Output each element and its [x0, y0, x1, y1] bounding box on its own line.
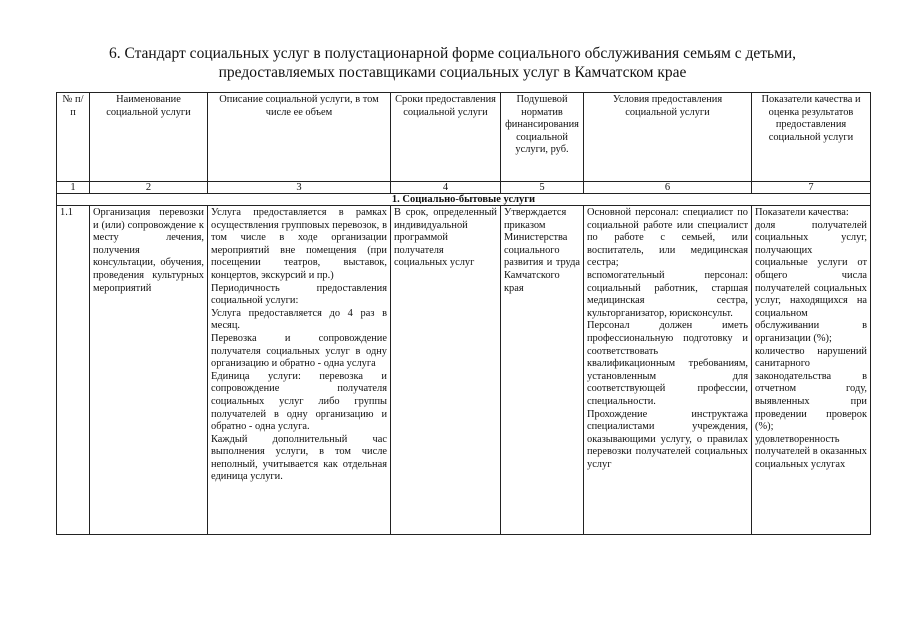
- header-conditions: Условия предоставления социальной услуги: [584, 93, 752, 182]
- column-number: 3: [208, 182, 391, 194]
- header-row: [57, 93, 871, 182]
- description-paragraph: Перевозка и сопровождение получателя социальных услуг в одну организацию и обратно - одна услуга: [211, 332, 387, 370]
- header-quality: Показатели качества и оценка результатов предоставления социальной услуги: [752, 93, 871, 182]
- column-number: 2: [90, 182, 208, 194]
- title-line-1: 6. Стандарт социальных услуг в полустационарной форме социального обслуживания семьям с детьми,: [108, 45, 797, 62]
- section-row: [57, 194, 871, 206]
- column-number-row: [57, 182, 871, 194]
- document-title: [40, 44, 865, 82]
- header-num: № п/п: [57, 93, 90, 182]
- service-norm: Утверждается приказом Министерства социального развития и труда Камчатского края: [501, 206, 584, 535]
- conditions-paragraph: Персонал должен иметь профессиональную подготовку и соответствовать квалификационным требованиям, установленным для соответствующей профессии, специальности.: [587, 320, 748, 407]
- header-description: Описание социальной услуги, в том числе ее объем: [208, 93, 391, 182]
- quality-paragraph: доля получателей социальных услуг, получающих социальные услуги от общего числа получателей социальных услуг, находящихся на социальном обслуживании в организации (%);: [755, 219, 867, 344]
- description-paragraph: Периодичность предоставления социальной услуги:: [211, 282, 387, 307]
- column-number: 5: [501, 182, 584, 194]
- service-terms: В срок, определенный индивидуальной программой получателя социальных услуг: [391, 206, 501, 535]
- service-name: Организация перевозки и (или) сопровождение к месту лечения, получения консультации, обучения, проведения культурных мероприятий: [90, 206, 208, 535]
- section-title: 1. Социально-бытовые услуги: [57, 194, 871, 206]
- column-number: 4: [391, 182, 501, 194]
- quality-paragraph: удовлетворенность получателей в оказанных социальных услугах: [755, 433, 867, 470]
- row-number: 1.1: [57, 206, 90, 535]
- service-quality: [752, 206, 871, 535]
- title-line-2: предоставляемых поставщиками социальных услуг в Камчатском крае: [218, 64, 687, 81]
- description-paragraph: Услуга предоставляется в рамках осуществления групповых перевозок, в том числе в ходе организации мероприятий вне помещения (при посещении театров, выставок, концертов, экскурсий и пр.): [211, 207, 387, 281]
- standard-table: [56, 92, 871, 535]
- table-row: [57, 206, 871, 535]
- description-paragraph: Единица услуги: перевозка и сопровождение получателя социальных услуг либо группы получателей в одну организацию и обратно - одна услуга.: [211, 370, 387, 433]
- service-description: [208, 206, 391, 535]
- header-terms: Сроки предоставления социальной услуги: [391, 93, 501, 182]
- conditions-paragraph: вспомогательный персонал: социальный работник, старшая медицинская сестра, культорганизатор, юрисконсульт.: [587, 269, 748, 319]
- column-number: 7: [752, 182, 871, 194]
- quality-paragraph: количество нарушений санитарного законодательства в отчетном году, выявленных при проведении проверок (%);: [755, 345, 867, 433]
- conditions-paragraph: Прохождение инструктажа специалистами учреждения, оказывающими услугу, о правилах перевозки получателей социальных услуг: [587, 408, 748, 470]
- header-name: Наименование социальной услуги: [90, 93, 208, 182]
- quality-paragraph: Показатели качества:: [755, 207, 849, 218]
- header-norm: Подушевой норматив финансирования социальной услуги, руб.: [501, 93, 584, 182]
- column-number: 1: [57, 182, 90, 194]
- description-paragraph: Услуга предоставляется до 4 раз в месяц.: [211, 307, 387, 332]
- column-number: 6: [584, 182, 752, 194]
- service-conditions: [584, 206, 752, 535]
- description-paragraph: Каждый дополнительный час выполнения услуги, в том числе неполный, учитывается как отдельная единица услуги.: [211, 433, 387, 483]
- conditions-paragraph: Основной персонал: специалист по социальной работе или специалист по работе с семьей, или воспитатель, или медицинская сестра;: [587, 207, 748, 269]
